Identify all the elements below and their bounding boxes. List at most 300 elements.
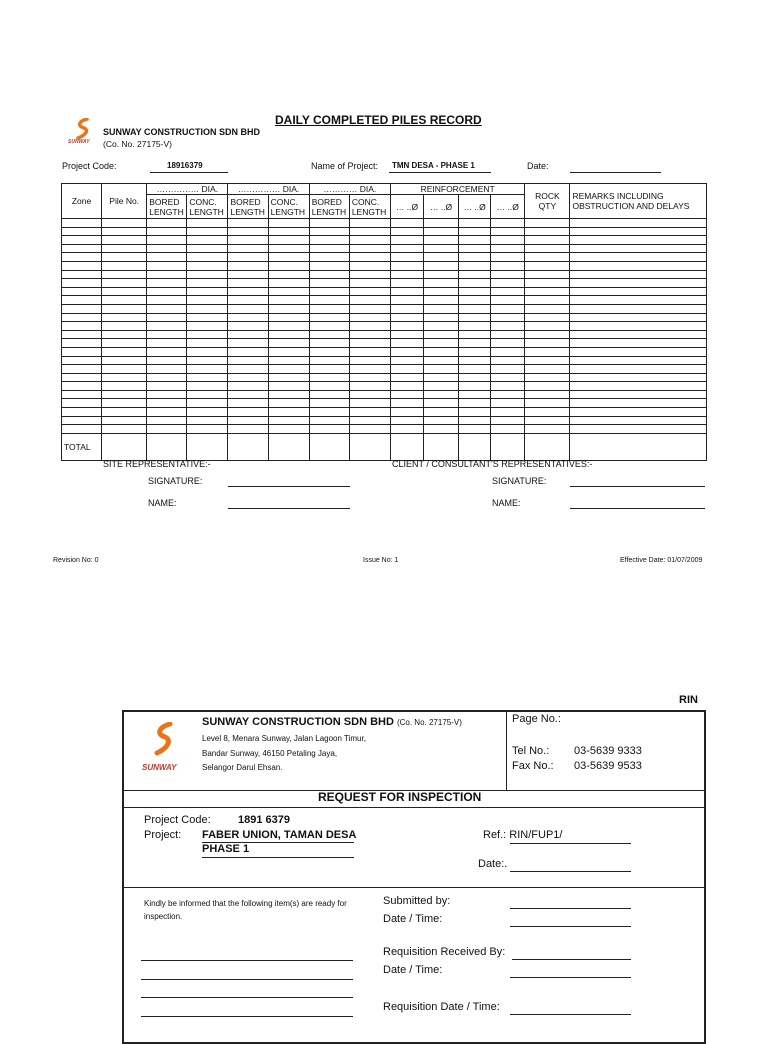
table-cell[interactable] <box>459 253 491 262</box>
table-cell[interactable] <box>62 339 102 348</box>
table-cell[interactable] <box>228 408 268 417</box>
table-cell[interactable] <box>459 399 491 408</box>
table-cell[interactable] <box>309 244 349 253</box>
table-cell[interactable] <box>570 304 707 313</box>
table-cell[interactable] <box>424 227 459 236</box>
table-cell[interactable] <box>147 416 187 425</box>
table-cell[interactable] <box>228 279 268 288</box>
table-cell[interactable] <box>349 365 390 374</box>
table-cell[interactable] <box>228 390 268 399</box>
table-cell[interactable] <box>491 322 525 331</box>
table-cell[interactable] <box>62 219 102 228</box>
table-cell[interactable] <box>491 279 525 288</box>
table-cell[interactable] <box>62 296 102 305</box>
table-cell[interactable] <box>570 219 707 228</box>
table-cell[interactable] <box>570 279 707 288</box>
table-cell[interactable] <box>228 253 268 262</box>
table-cell[interactable] <box>309 296 349 305</box>
table-cell[interactable] <box>228 347 268 356</box>
table-cell[interactable] <box>390 356 423 365</box>
table-cell[interactable] <box>102 425 147 434</box>
rfi-item-line-2[interactable] <box>141 979 353 980</box>
table-cell[interactable] <box>570 390 707 399</box>
table-cell[interactable] <box>491 365 525 374</box>
rfi-date-field[interactable] <box>510 871 631 872</box>
table-cell[interactable] <box>570 287 707 296</box>
rfi-submitted-by-field[interactable] <box>510 908 631 909</box>
table-cell[interactable] <box>491 425 525 434</box>
table-cell[interactable] <box>349 261 390 270</box>
table-cell[interactable] <box>459 236 491 245</box>
table-cell[interactable] <box>390 390 423 399</box>
table-cell[interactable] <box>424 356 459 365</box>
table-cell[interactable] <box>228 236 268 245</box>
table-cell[interactable] <box>570 253 707 262</box>
table-cell[interactable] <box>228 244 268 253</box>
table-cell[interactable] <box>228 287 268 296</box>
rfi-item-line-3[interactable] <box>141 997 353 998</box>
table-cell[interactable] <box>309 287 349 296</box>
table-cell[interactable] <box>570 236 707 245</box>
table-cell[interactable] <box>424 390 459 399</box>
table-cell[interactable] <box>309 304 349 313</box>
table-cell[interactable] <box>309 219 349 228</box>
table-cell[interactable] <box>62 382 102 391</box>
table-cell[interactable] <box>268 270 309 279</box>
table-cell[interactable] <box>459 287 491 296</box>
table-cell[interactable] <box>491 330 525 339</box>
table-cell[interactable] <box>491 347 525 356</box>
table-cell[interactable] <box>147 279 187 288</box>
table-cell[interactable] <box>390 270 423 279</box>
table-cell[interactable] <box>491 296 525 305</box>
table-cell[interactable] <box>525 279 570 288</box>
table-cell[interactable] <box>309 390 349 399</box>
table-cell[interactable] <box>268 304 309 313</box>
table-cell[interactable] <box>147 390 187 399</box>
table-cell[interactable] <box>62 287 102 296</box>
rfi-ref-field[interactable] <box>510 843 631 844</box>
table-cell[interactable] <box>525 287 570 296</box>
table-cell[interactable] <box>62 416 102 425</box>
table-cell[interactable] <box>102 270 147 279</box>
table-cell[interactable] <box>187 373 228 382</box>
table-cell[interactable] <box>309 365 349 374</box>
table-cell[interactable] <box>525 390 570 399</box>
table-cell[interactable] <box>390 330 423 339</box>
table-cell[interactable] <box>309 408 349 417</box>
table-cell[interactable] <box>147 356 187 365</box>
table-cell[interactable] <box>424 287 459 296</box>
table-cell[interactable] <box>62 236 102 245</box>
table-cell[interactable] <box>268 347 309 356</box>
table-cell[interactable] <box>525 408 570 417</box>
table-cell[interactable] <box>424 382 459 391</box>
table-cell[interactable] <box>228 330 268 339</box>
table-cell[interactable] <box>570 347 707 356</box>
table-cell[interactable] <box>349 304 390 313</box>
table-cell[interactable] <box>424 399 459 408</box>
table-cell[interactable] <box>349 219 390 228</box>
client-name-field[interactable] <box>570 508 705 509</box>
table-cell[interactable] <box>390 313 423 322</box>
table-cell[interactable] <box>390 261 423 270</box>
table-cell[interactable] <box>187 296 228 305</box>
table-cell[interactable] <box>147 382 187 391</box>
table-cell[interactable] <box>491 382 525 391</box>
table-cell[interactable] <box>268 330 309 339</box>
table-cell[interactable] <box>459 373 491 382</box>
table-cell[interactable] <box>309 425 349 434</box>
table-cell[interactable] <box>268 408 309 417</box>
table-cell[interactable] <box>62 253 102 262</box>
table-cell[interactable] <box>390 347 423 356</box>
table-cell[interactable] <box>424 365 459 374</box>
table-cell[interactable] <box>102 244 147 253</box>
table-cell[interactable] <box>349 382 390 391</box>
table-cell[interactable] <box>570 356 707 365</box>
table-cell[interactable] <box>102 313 147 322</box>
table-cell[interactable] <box>491 408 525 417</box>
table-cell[interactable] <box>62 304 102 313</box>
table-cell[interactable] <box>424 236 459 245</box>
table-cell[interactable] <box>268 296 309 305</box>
table-cell[interactable] <box>62 347 102 356</box>
table-cell[interactable] <box>268 219 309 228</box>
table-cell[interactable] <box>268 236 309 245</box>
table-cell[interactable] <box>187 390 228 399</box>
table-cell[interactable] <box>147 408 187 417</box>
table-cell[interactable] <box>309 261 349 270</box>
table-cell[interactable] <box>62 322 102 331</box>
table-cell[interactable] <box>491 339 525 348</box>
table-cell[interactable] <box>102 330 147 339</box>
table-cell[interactable] <box>570 330 707 339</box>
table-cell[interactable] <box>228 356 268 365</box>
table-cell[interactable] <box>570 425 707 434</box>
table-cell[interactable] <box>459 408 491 417</box>
table-cell[interactable] <box>62 330 102 339</box>
table-cell[interactable] <box>147 253 187 262</box>
date-field[interactable] <box>570 172 661 173</box>
table-cell[interactable] <box>309 270 349 279</box>
table-cell[interactable] <box>459 339 491 348</box>
table-cell[interactable] <box>268 339 309 348</box>
table-cell[interactable] <box>147 347 187 356</box>
table-cell[interactable] <box>62 279 102 288</box>
table-cell[interactable] <box>147 313 187 322</box>
table-cell[interactable] <box>268 390 309 399</box>
table-cell[interactable] <box>147 425 187 434</box>
table-cell[interactable] <box>187 244 228 253</box>
table-cell[interactable] <box>147 227 187 236</box>
table-cell[interactable] <box>268 287 309 296</box>
table-cell[interactable] <box>349 373 390 382</box>
table-cell[interactable] <box>570 322 707 331</box>
table-cell[interactable] <box>187 253 228 262</box>
table-cell[interactable] <box>570 399 707 408</box>
table-cell[interactable] <box>349 287 390 296</box>
table-cell[interactable] <box>459 219 491 228</box>
table-cell[interactable] <box>525 382 570 391</box>
table-cell[interactable] <box>62 365 102 374</box>
table-cell[interactable] <box>309 339 349 348</box>
table-cell[interactable] <box>62 390 102 399</box>
table-cell[interactable] <box>390 425 423 434</box>
table-cell[interactable] <box>570 296 707 305</box>
table-cell[interactable] <box>390 244 423 253</box>
table-cell[interactable] <box>525 244 570 253</box>
table-cell[interactable] <box>268 227 309 236</box>
table-cell[interactable] <box>491 399 525 408</box>
site-signature-field[interactable] <box>228 486 350 487</box>
table-cell[interactable] <box>525 304 570 313</box>
table-cell[interactable] <box>187 365 228 374</box>
table-cell[interactable] <box>459 261 491 270</box>
table-cell[interactable] <box>349 296 390 305</box>
table-cell[interactable] <box>187 261 228 270</box>
table-cell[interactable] <box>309 279 349 288</box>
table-cell[interactable] <box>187 408 228 417</box>
table-cell[interactable] <box>268 261 309 270</box>
table-cell[interactable] <box>102 304 147 313</box>
table-cell[interactable] <box>570 313 707 322</box>
table-cell[interactable] <box>102 279 147 288</box>
table-cell[interactable] <box>349 330 390 339</box>
table-cell[interactable] <box>459 313 491 322</box>
table-cell[interactable] <box>491 304 525 313</box>
table-cell[interactable] <box>187 270 228 279</box>
table-cell[interactable] <box>424 313 459 322</box>
table-cell[interactable] <box>228 416 268 425</box>
table-cell[interactable] <box>349 313 390 322</box>
table-cell[interactable] <box>228 382 268 391</box>
table-cell[interactable] <box>390 365 423 374</box>
table-cell[interactable] <box>228 261 268 270</box>
table-cell[interactable] <box>491 227 525 236</box>
table-cell[interactable] <box>102 390 147 399</box>
table-cell[interactable] <box>459 322 491 331</box>
table-cell[interactable] <box>228 339 268 348</box>
table-cell[interactable] <box>570 408 707 417</box>
table-cell[interactable] <box>459 347 491 356</box>
table-cell[interactable] <box>390 253 423 262</box>
table-cell[interactable] <box>62 313 102 322</box>
table-cell[interactable] <box>349 244 390 253</box>
table-cell[interactable] <box>309 236 349 245</box>
table-cell[interactable] <box>390 304 423 313</box>
table-cell[interactable] <box>102 236 147 245</box>
table-cell[interactable] <box>349 390 390 399</box>
table-cell[interactable] <box>147 373 187 382</box>
table-cell[interactable] <box>390 408 423 417</box>
table-cell[interactable] <box>268 253 309 262</box>
table-cell[interactable] <box>62 261 102 270</box>
table-cell[interactable] <box>268 373 309 382</box>
table-cell[interactable] <box>187 382 228 391</box>
table-cell[interactable] <box>228 365 268 374</box>
table-cell[interactable] <box>349 408 390 417</box>
table-cell[interactable] <box>228 373 268 382</box>
table-cell[interactable] <box>424 279 459 288</box>
table-cell[interactable] <box>228 425 268 434</box>
table-cell[interactable] <box>147 296 187 305</box>
table-cell[interactable] <box>424 296 459 305</box>
table-cell[interactable] <box>187 356 228 365</box>
table-cell[interactable] <box>102 365 147 374</box>
table-cell[interactable] <box>424 330 459 339</box>
table-cell[interactable] <box>424 219 459 228</box>
table-cell[interactable] <box>570 365 707 374</box>
table-cell[interactable] <box>147 322 187 331</box>
table-cell[interactable] <box>491 390 525 399</box>
table-cell[interactable] <box>390 382 423 391</box>
table-cell[interactable] <box>309 416 349 425</box>
table-cell[interactable] <box>570 270 707 279</box>
table-cell[interactable] <box>147 287 187 296</box>
table-cell[interactable] <box>390 219 423 228</box>
table-cell[interactable] <box>147 244 187 253</box>
table-cell[interactable] <box>525 339 570 348</box>
table-cell[interactable] <box>228 270 268 279</box>
rfi-item-line-4[interactable] <box>141 1016 353 1017</box>
table-cell[interactable] <box>459 244 491 253</box>
table-cell[interactable] <box>228 322 268 331</box>
table-cell[interactable] <box>309 227 349 236</box>
table-cell[interactable] <box>491 373 525 382</box>
table-cell[interactable] <box>491 356 525 365</box>
table-cell[interactable] <box>228 296 268 305</box>
table-cell[interactable] <box>459 270 491 279</box>
table-cell[interactable] <box>525 296 570 305</box>
table-cell[interactable] <box>424 322 459 331</box>
table-cell[interactable] <box>459 382 491 391</box>
table-cell[interactable] <box>525 219 570 228</box>
table-cell[interactable] <box>309 330 349 339</box>
table-cell[interactable] <box>349 270 390 279</box>
table-cell[interactable] <box>309 253 349 262</box>
table-cell[interactable] <box>491 416 525 425</box>
table-cell[interactable] <box>390 373 423 382</box>
table-cell[interactable] <box>349 279 390 288</box>
table-cell[interactable] <box>187 313 228 322</box>
table-cell[interactable] <box>228 227 268 236</box>
table-cell[interactable] <box>147 236 187 245</box>
table-cell[interactable] <box>62 408 102 417</box>
table-cell[interactable] <box>390 339 423 348</box>
table-cell[interactable] <box>228 399 268 408</box>
table-cell[interactable] <box>228 219 268 228</box>
table-cell[interactable] <box>187 416 228 425</box>
table-cell[interactable] <box>102 408 147 417</box>
table-cell[interactable] <box>349 227 390 236</box>
table-cell[interactable] <box>102 373 147 382</box>
table-cell[interactable] <box>424 253 459 262</box>
table-cell[interactable] <box>147 219 187 228</box>
table-cell[interactable] <box>349 416 390 425</box>
table-cell[interactable] <box>187 339 228 348</box>
table-cell[interactable] <box>102 416 147 425</box>
table-cell[interactable] <box>525 330 570 339</box>
table-cell[interactable] <box>491 313 525 322</box>
table-cell[interactable] <box>525 347 570 356</box>
table-cell[interactable] <box>268 322 309 331</box>
table-cell[interactable] <box>390 287 423 296</box>
table-cell[interactable] <box>187 304 228 313</box>
table-cell[interactable] <box>187 399 228 408</box>
rfi-req-received-field[interactable] <box>512 959 631 960</box>
table-cell[interactable] <box>349 399 390 408</box>
table-cell[interactable] <box>187 227 228 236</box>
table-cell[interactable] <box>309 356 349 365</box>
table-cell[interactable] <box>102 382 147 391</box>
table-cell[interactable] <box>147 365 187 374</box>
table-cell[interactable] <box>525 253 570 262</box>
table-cell[interactable] <box>147 270 187 279</box>
table-cell[interactable] <box>349 322 390 331</box>
table-cell[interactable] <box>390 399 423 408</box>
table-cell[interactable] <box>491 244 525 253</box>
table-cell[interactable] <box>390 227 423 236</box>
table-cell[interactable] <box>102 339 147 348</box>
table-cell[interactable] <box>390 279 423 288</box>
table-cell[interactable] <box>309 313 349 322</box>
table-cell[interactable] <box>147 330 187 339</box>
table-cell[interactable] <box>525 365 570 374</box>
table-cell[interactable] <box>570 261 707 270</box>
table-cell[interactable] <box>491 219 525 228</box>
table-cell[interactable] <box>491 253 525 262</box>
table-cell[interactable] <box>268 279 309 288</box>
table-cell[interactable] <box>390 322 423 331</box>
table-cell[interactable] <box>187 287 228 296</box>
table-cell[interactable] <box>459 390 491 399</box>
table-cell[interactable] <box>525 416 570 425</box>
table-cell[interactable] <box>62 373 102 382</box>
table-cell[interactable] <box>102 322 147 331</box>
table-cell[interactable] <box>268 425 309 434</box>
table-cell[interactable] <box>187 347 228 356</box>
table-cell[interactable] <box>147 339 187 348</box>
table-cell[interactable] <box>525 227 570 236</box>
table-cell[interactable] <box>525 322 570 331</box>
table-cell[interactable] <box>309 382 349 391</box>
table-cell[interactable] <box>570 382 707 391</box>
table-cell[interactable] <box>525 425 570 434</box>
table-cell[interactable] <box>309 399 349 408</box>
table-cell[interactable] <box>268 356 309 365</box>
table-cell[interactable] <box>570 244 707 253</box>
table-cell[interactable] <box>187 219 228 228</box>
table-cell[interactable] <box>525 373 570 382</box>
table-cell[interactable] <box>424 261 459 270</box>
table-cell[interactable] <box>102 287 147 296</box>
table-cell[interactable] <box>459 296 491 305</box>
table-cell[interactable] <box>228 313 268 322</box>
table-cell[interactable] <box>491 261 525 270</box>
table-cell[interactable] <box>349 236 390 245</box>
rfi-item-line-1[interactable] <box>141 960 353 961</box>
table-cell[interactable] <box>62 399 102 408</box>
table-cell[interactable] <box>147 304 187 313</box>
table-cell[interactable] <box>62 227 102 236</box>
table-cell[interactable] <box>424 425 459 434</box>
table-cell[interactable] <box>268 416 309 425</box>
site-name-field[interactable] <box>228 508 350 509</box>
table-cell[interactable] <box>349 347 390 356</box>
table-cell[interactable] <box>147 261 187 270</box>
table-cell[interactable] <box>309 322 349 331</box>
